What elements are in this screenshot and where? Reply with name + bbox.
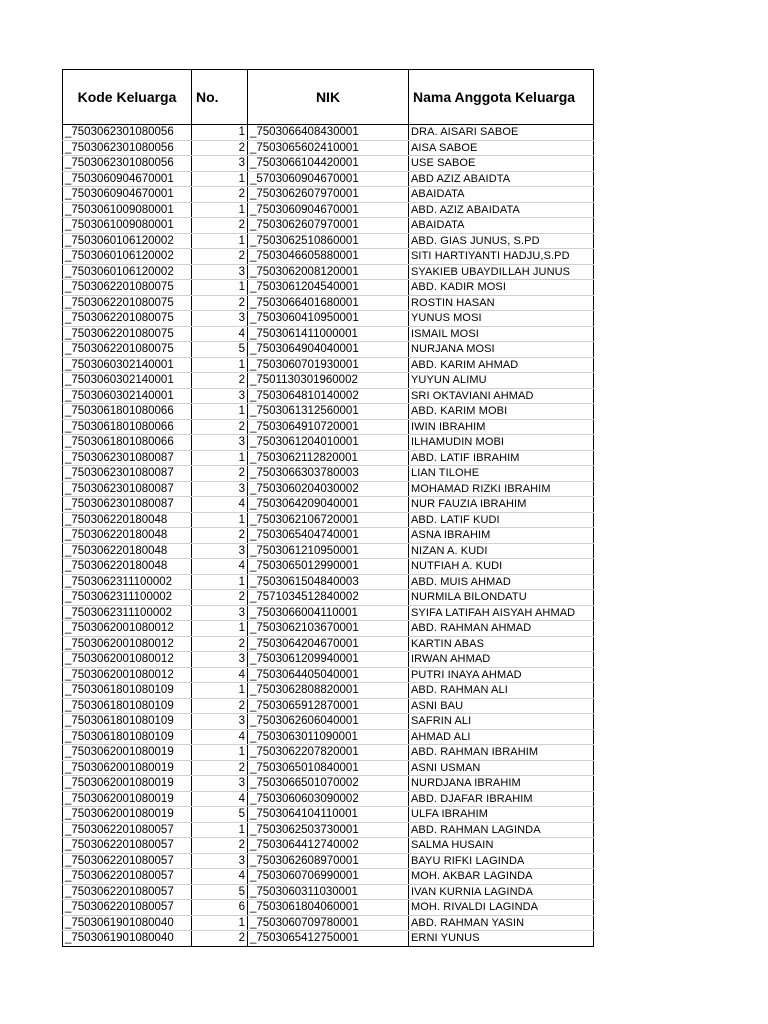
cell-no: 4 [192,729,248,745]
cell-nama: MOH. RIVALDI LAGINDA [409,900,594,916]
cell-nik: _7503062503730001 [248,822,409,838]
cell-nama: ABD. RAHMAN IBRAHIM [409,745,594,761]
cell-nama: ABD. LATIF IBRAHIM [409,450,594,466]
cell-kode-keluarga: _7503062001080012 [63,621,192,637]
cell-no: 3 [192,652,248,668]
cell-nama: MOHAMAD RIZKI IBRAHIM [409,481,594,497]
cell-kode-keluarga: _7503062001080012 [63,652,192,668]
table-row [63,481,594,497]
cell-nama: SRI OKTAVIANI AHMAD [409,388,594,404]
cell-no: 4 [192,791,248,807]
table-row [63,605,594,621]
cell-nama: SYIFA LATIFAH AISYAH AHMAD [409,605,594,621]
cell-nama: ABAIDATA [409,187,594,203]
cell-no: 3 [192,311,248,327]
cell-nik: _7503065412750001 [248,931,409,947]
cell-nama: SALMA HUSAIN [409,838,594,854]
cell-nama: ABAIDATA [409,218,594,234]
cell-no: 1 [192,915,248,931]
table-row [63,187,594,203]
cell-nik: _7503066303780003 [248,466,409,482]
cell-nama: ABD. RAHMAN ALI [409,683,594,699]
cell-no: 5 [192,807,248,823]
cell-kode-keluarga: _750306220180048 [63,528,192,544]
cell-nama: BAYU RIFKI LAGINDA [409,853,594,869]
table-row [63,249,594,265]
table-row [63,838,594,854]
cell-no: 2 [192,760,248,776]
cell-nik: _7503062607970001 [248,187,409,203]
cell-kode-keluarga: _7503062001080019 [63,776,192,792]
cell-nama: ABD. RAHMAN AHMAD [409,621,594,637]
cell-nik: _7503061504840003 [248,574,409,590]
cell-nik: _7503066104420001 [248,156,409,172]
cell-kode-keluarga: _7503062301080087 [63,450,192,466]
cell-nik: _7503062606040001 [248,714,409,730]
table-row [63,714,594,730]
cell-nama: AISA SABOE [409,140,594,156]
cell-nama: ABD. KADIR MOSI [409,280,594,296]
cell-kode-keluarga: _7503060106120002 [63,249,192,265]
table-row [63,807,594,823]
cell-nama: ABD. KARIM MOBI [409,404,594,420]
table-row [63,404,594,420]
table-row [63,869,594,885]
table-row [63,791,594,807]
cell-nama: NUTFIAH A. KUDI [409,559,594,575]
table-row [63,450,594,466]
cell-nik: _7503066004110001 [248,605,409,621]
cell-kode-keluarga: _7503062201080057 [63,884,192,900]
cell-nik: _7503064204670001 [248,636,409,652]
cell-nik: _7503064104110001 [248,807,409,823]
table-row [63,512,594,528]
table-row [63,357,594,373]
cell-kode-keluarga: _7503062001080019 [63,807,192,823]
cell-kode-keluarga: _7503062301080087 [63,497,192,513]
cell-no: 3 [192,388,248,404]
cell-nik: _7503060603090002 [248,791,409,807]
cell-nik: _7501130301960002 [248,373,409,389]
cell-kode-keluarga: _7503062001080019 [63,760,192,776]
cell-nik: _7503065012990001 [248,559,409,575]
cell-no: 1 [192,171,248,187]
cell-kode-keluarga: _7503061901080040 [63,915,192,931]
cell-nama: ABD AZIZ ABAIDTA [409,171,594,187]
cell-nik: _7503061204540001 [248,280,409,296]
table-row [63,853,594,869]
cell-nama: IWIN IBRAHIM [409,419,594,435]
cell-kode-keluarga: _750306220180048 [63,543,192,559]
cell-no: 1 [192,512,248,528]
cell-kode-keluarga: _750306220180048 [63,559,192,575]
cell-nik: _7503060311030001 [248,884,409,900]
cell-nama: ABD. AZIZ ABAIDATA [409,202,594,218]
cell-no: 4 [192,497,248,513]
cell-nama: ABD. GIAS JUNUS, S.PD [409,233,594,249]
table-row [63,218,594,234]
cell-nama: ABD. RAHMAN YASIN [409,915,594,931]
cell-nik: _7503061411000001 [248,326,409,342]
cell-no: 1 [192,125,248,141]
cell-nik: _7503062112820001 [248,450,409,466]
cell-kode-keluarga: _750306220180048 [63,512,192,528]
cell-nik: _7503061804060001 [248,900,409,916]
table-row [63,729,594,745]
cell-kode-keluarga: _7503062001080012 [63,636,192,652]
cell-no: 2 [192,140,248,156]
cell-kode-keluarga: _7503060106120002 [63,233,192,249]
cell-nik: _7503061209940001 [248,652,409,668]
cell-nik: _7503060701930001 [248,357,409,373]
table-row [63,140,594,156]
cell-no: 2 [192,249,248,265]
cell-nik: _7503065912870001 [248,698,409,714]
cell-kode-keluarga: _7503062001080012 [63,667,192,683]
cell-no: 1 [192,450,248,466]
cell-nama: AHMAD ALI [409,729,594,745]
cell-nik: _7503046605880001 [248,249,409,265]
cell-no: 1 [192,745,248,761]
cell-nama: ABD. KARIM AHMAD [409,357,594,373]
cell-no: 2 [192,838,248,854]
cell-no: 2 [192,636,248,652]
table-row [63,760,594,776]
cell-nama: ASNI BAU [409,698,594,714]
cell-no: 5 [192,342,248,358]
cell-nama: ASNI USMAN [409,760,594,776]
cell-nik: _7503060204030002 [248,481,409,497]
table-row [63,574,594,590]
cell-kode-keluarga: _7503062201080075 [63,342,192,358]
header-kode-keluarga: Kode Keluarga [63,70,192,125]
cell-nama: IVAN KURNIA LAGINDA [409,884,594,900]
cell-kode-keluarga: _7503061801080066 [63,419,192,435]
header-nama-anggota-keluarga: Nama Anggota Keluarga [409,70,594,125]
cell-no: 2 [192,931,248,947]
cell-nik: _7503061210950001 [248,543,409,559]
cell-kode-keluarga: _7503061801080109 [63,729,192,745]
cell-nama: LIAN TILOHE [409,466,594,482]
cell-nik: _7503062008120001 [248,264,409,280]
cell-nik: _7503062607970001 [248,218,409,234]
cell-kode-keluarga: _7503062201080057 [63,869,192,885]
cell-nik: _7503060410950001 [248,311,409,327]
cell-nik: _7503061204010001 [248,435,409,451]
cell-no: 1 [192,822,248,838]
cell-nama: ASNA IBRAHIM [409,528,594,544]
cell-no: 1 [192,357,248,373]
table-row [63,745,594,761]
cell-kode-keluarga: _7503062301080056 [63,156,192,172]
cell-nama: ILHAMUDIN MOBI [409,435,594,451]
table-row [63,233,594,249]
cell-nik: _7503066408430001 [248,125,409,141]
table-row [63,543,594,559]
cell-kode-keluarga: _7503062201080075 [63,295,192,311]
cell-nik: _7503066501070002 [248,776,409,792]
table-row [63,311,594,327]
cell-no: 5 [192,884,248,900]
table-row [63,915,594,931]
cell-nama: SITI HARTIYANTI HADJU,S.PD [409,249,594,265]
cell-nik: _7503062103670001 [248,621,409,637]
cell-nama: YUNUS MOSI [409,311,594,327]
cell-kode-keluarga: _7503062311100002 [63,574,192,590]
header-row [63,70,594,125]
cell-kode-keluarga: _7503062201080057 [63,900,192,916]
cell-nama: DRA. AISARI SABOE [409,125,594,141]
table-row [63,156,594,172]
cell-kode-keluarga: _7503062311100002 [63,590,192,606]
cell-no: 4 [192,869,248,885]
cell-nik: _7503061312560001 [248,404,409,420]
cell-kode-keluarga: _7503061901080040 [63,931,192,947]
cell-nama: ERNI YUNUS [409,931,594,947]
cell-kode-keluarga: _7503062201080057 [63,822,192,838]
cell-no: 3 [192,605,248,621]
table-row [63,435,594,451]
cell-no: 1 [192,404,248,420]
cell-nama: MOH. AKBAR LAGINDA [409,869,594,885]
cell-no: 2 [192,373,248,389]
cell-nik: _7503066401680001 [248,295,409,311]
cell-nama: YUYUN ALIMU [409,373,594,389]
cell-nik: _7503065010840001 [248,760,409,776]
table-row [63,931,594,947]
table-row [63,125,594,141]
cell-kode-keluarga: _7503062201080075 [63,311,192,327]
cell-nik: _7503062510860001 [248,233,409,249]
cell-nama: NURDJANA IBRAHIM [409,776,594,792]
table-row [63,295,594,311]
cell-no: 2 [192,698,248,714]
cell-nik: _7503064810140002 [248,388,409,404]
cell-kode-keluarga: _7503060302140001 [63,357,192,373]
table-row [63,776,594,792]
cell-no: 2 [192,528,248,544]
table-row [63,683,594,699]
table-row [63,388,594,404]
table-row [63,590,594,606]
cell-nik: _7503064412740002 [248,838,409,854]
cell-nik: _7503065404740001 [248,528,409,544]
cell-nik: _7503064910720001 [248,419,409,435]
cell-kode-keluarga: _7503062301080056 [63,140,192,156]
cell-kode-keluarga: _7503062201080057 [63,838,192,854]
table-row [63,466,594,482]
cell-no: 2 [192,466,248,482]
cell-kode-keluarga: _7503060904670001 [63,187,192,203]
cell-no: 1 [192,202,248,218]
cell-nik: _7503062207820001 [248,745,409,761]
cell-no: 3 [192,776,248,792]
cell-no: 3 [192,853,248,869]
header-no: No. [192,70,248,125]
header-nik: NIK [248,70,409,125]
cell-kode-keluarga: _7503061009080001 [63,218,192,234]
cell-nama: ABD. DJAFAR IBRAHIM [409,791,594,807]
cell-nama: PUTRI INAYA AHMAD [409,667,594,683]
cell-no: 3 [192,156,248,172]
table-row [63,698,594,714]
cell-kode-keluarga: _7503062301080087 [63,466,192,482]
table-row [63,497,594,513]
cell-no: 2 [192,590,248,606]
cell-no: 3 [192,435,248,451]
cell-kode-keluarga: _7503060302140001 [63,388,192,404]
cell-nik: _7503060706990001 [248,869,409,885]
cell-no: 6 [192,900,248,916]
cell-no: 2 [192,295,248,311]
cell-kode-keluarga: _7503061801080066 [63,404,192,420]
cell-no: 1 [192,233,248,249]
table-row [63,202,594,218]
cell-nik: _7503064209040001 [248,497,409,513]
table-row [63,652,594,668]
table-row [63,264,594,280]
cell-no: 1 [192,683,248,699]
table-row [63,326,594,342]
cell-nama: SYAKIEB UBAYDILLAH JUNUS [409,264,594,280]
cell-kode-keluarga: _7503062201080057 [63,853,192,869]
table-row [63,280,594,296]
cell-nama: SAFRIN ALI [409,714,594,730]
cell-kode-keluarga: _7503061801080109 [63,714,192,730]
table-row [63,822,594,838]
cell-nik: _7503062608970001 [248,853,409,869]
cell-kode-keluarga: _7503062001080019 [63,745,192,761]
cell-nama: ABD. LATIF KUDI [409,512,594,528]
table-row [63,884,594,900]
cell-nama: NURJANA MOSI [409,342,594,358]
cell-nik: _7503064904040001 [248,342,409,358]
cell-no: 4 [192,326,248,342]
cell-nama: IRWAN AHMAD [409,652,594,668]
cell-nik: _7503060904670001 [248,202,409,218]
cell-nama: NUR FAUZIA IBRAHIM [409,497,594,513]
cell-no: 2 [192,218,248,234]
cell-no: 1 [192,280,248,296]
cell-nik: _7503062808820001 [248,683,409,699]
cell-no: 4 [192,667,248,683]
cell-no: 2 [192,419,248,435]
cell-kode-keluarga: _7503062301080087 [63,481,192,497]
cell-nama: USE SABOE [409,156,594,172]
cell-no: 1 [192,621,248,637]
cell-no: 3 [192,714,248,730]
cell-nik: _7503060709780001 [248,915,409,931]
cell-nama: KARTIN ABAS [409,636,594,652]
table-row [63,528,594,544]
cell-kode-keluarga: _7503060302140001 [63,373,192,389]
cell-no: 3 [192,543,248,559]
cell-nama: ABD. MUIS AHMAD [409,574,594,590]
family-members-table [62,69,594,947]
cell-kode-keluarga: _7503061801080066 [63,435,192,451]
cell-nama: ULFA IBRAHIM [409,807,594,823]
cell-nama: ROSTIN HASAN [409,295,594,311]
cell-kode-keluarga: _7503061801080109 [63,698,192,714]
cell-no: 1 [192,574,248,590]
cell-nik: _7503063011090001 [248,729,409,745]
table-row [63,342,594,358]
cell-kode-keluarga: _7503062201080075 [63,280,192,296]
cell-kode-keluarga: _7503061009080001 [63,202,192,218]
cell-nik: _7503062106720001 [248,512,409,528]
cell-nama: NURMILA BILONDATU [409,590,594,606]
cell-kode-keluarga: _7503061801080109 [63,683,192,699]
cell-kode-keluarga: _7503062301080056 [63,125,192,141]
cell-nama: ABD. RAHMAN LAGINDA [409,822,594,838]
cell-no: 3 [192,264,248,280]
table-row [63,559,594,575]
cell-nik: _7571034512840002 [248,590,409,606]
cell-no: 4 [192,559,248,575]
cell-nama: ISMAIL MOSI [409,326,594,342]
table-row [63,667,594,683]
cell-no: 2 [192,187,248,203]
cell-no: 3 [192,481,248,497]
cell-kode-keluarga: _7503060904670001 [63,171,192,187]
cell-nik: _5703060904670001 [248,171,409,187]
table-row [63,419,594,435]
table-row [63,373,594,389]
cell-nik: _7503065602410001 [248,140,409,156]
table-row [63,171,594,187]
cell-kode-keluarga: _7503060106120002 [63,264,192,280]
cell-kode-keluarga: _7503062001080019 [63,791,192,807]
cell-kode-keluarga: _7503062311100002 [63,605,192,621]
table-row [63,636,594,652]
table-row [63,621,594,637]
cell-kode-keluarga: _7503062201080075 [63,326,192,342]
cell-nama: NIZAN A. KUDI [409,543,594,559]
table-row [63,900,594,916]
cell-nik: _7503064405040001 [248,667,409,683]
